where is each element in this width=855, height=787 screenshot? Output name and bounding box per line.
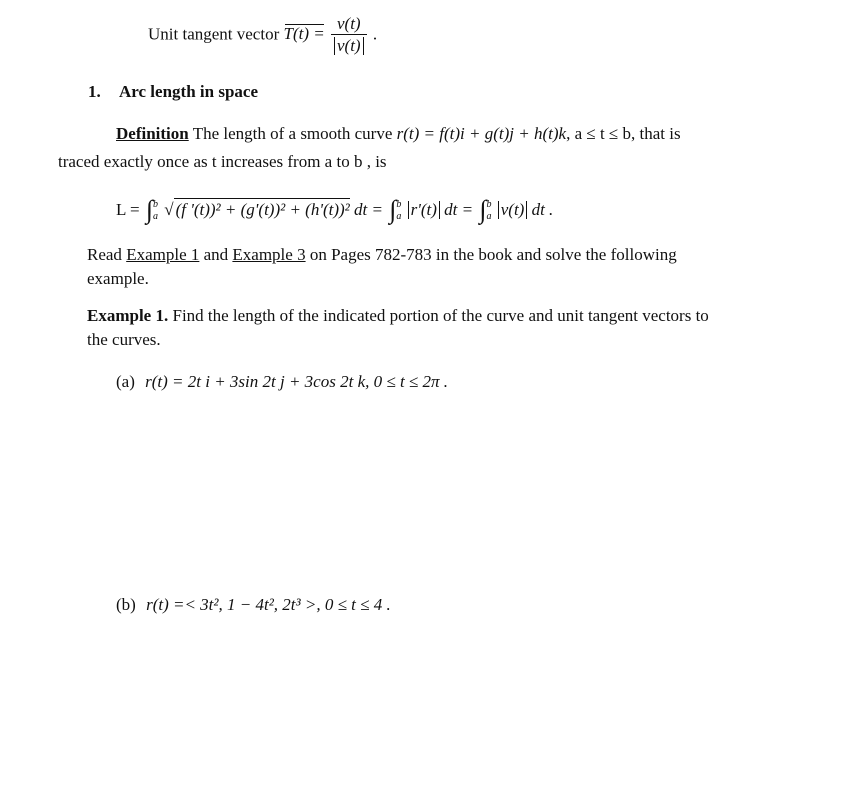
integral-upper: b [396, 199, 402, 211]
integral-limits [153, 199, 158, 223]
example-text-1: Find the length of the indicated portion of the curve and unit tangent vectors to [172, 306, 709, 325]
definition-line-1 [116, 123, 681, 145]
part-a [116, 371, 448, 393]
integral-lower: a [396, 211, 402, 223]
integral-limits [396, 199, 401, 223]
formula-dt-end: dt . [531, 200, 554, 219]
read-pre: Read [87, 245, 122, 264]
integral-sign-icon: ∫ [389, 195, 397, 224]
arc-length-formula [116, 196, 553, 223]
integral-upper: b [152, 199, 158, 211]
definition-term: Definition [116, 124, 189, 143]
section-heading [88, 81, 258, 103]
integral-upper: b [486, 199, 492, 211]
integral-sign-icon: ∫ [479, 195, 487, 224]
formula-dt-2: dt = [444, 200, 474, 219]
read-line-2 [87, 268, 149, 290]
example-line-1 [87, 305, 709, 327]
unit-tangent-period: . [372, 24, 378, 44]
unit-tangent-line [148, 14, 377, 57]
formula-lhs: L = [116, 200, 140, 219]
sqrt-icon: √ [164, 200, 174, 219]
part-b [116, 594, 391, 616]
integral-limits [486, 199, 491, 223]
formula-radicand: (f '(t))² + (g'(t))² + (h'(t))² [175, 200, 350, 219]
section-number: 1. [88, 82, 101, 101]
example-1-link[interactable]: Example 1 [126, 245, 200, 264]
part-b-label: (b) [116, 595, 136, 614]
part-a-expr: r(t) = 2t i + 3sin 2t j + 3cos 2t k, 0 ≤ t ≤ 2π . [145, 372, 449, 391]
unit-tangent-label: Unit tangent vector [148, 24, 280, 44]
integral-lower: a [152, 211, 158, 223]
example-line-2 [87, 329, 161, 351]
unit-tangent-fraction [331, 14, 367, 57]
unit-tangent-denominator: v(t) [334, 37, 364, 55]
definition-text-1: The length of a smooth curve [192, 124, 393, 143]
read-line-1 [87, 244, 677, 266]
part-b-expr: r(t) =< 3t², 1 − 4t², 2t³ >, 0 ≤ t ≤ 4 . [146, 595, 391, 614]
integral-sign-icon: ∫ [145, 195, 153, 224]
example-text-2: the curves. [87, 330, 161, 349]
formula-end: v(t) [498, 201, 528, 219]
definition-text-2: traced exactly once as t increases from a to b , is [58, 152, 387, 171]
unit-tangent-lhs: T(t) = [283, 24, 325, 44]
formula-dt: dt = [354, 200, 383, 219]
read-and: and [203, 245, 229, 264]
example-3-link[interactable]: Example 3 [232, 245, 306, 264]
unit-tangent-numerator: v(t) [331, 14, 367, 35]
definition-line-2 [58, 151, 387, 173]
read-line-2-text: example. [87, 269, 149, 288]
example-label: Example 1. [87, 306, 169, 325]
section-title: Arc length in space [119, 82, 258, 101]
formula-mid: r'(t) [408, 201, 440, 219]
integral-lower: a [486, 211, 492, 223]
definition-curve: r(t) = f(t)i + g(t)j + h(t)k [396, 124, 567, 143]
definition-range: , a ≤ t ≤ b, that is [566, 124, 681, 143]
read-post: on Pages 782-783 in the book and solve the following [309, 245, 677, 264]
part-a-label: (a) [116, 372, 135, 391]
